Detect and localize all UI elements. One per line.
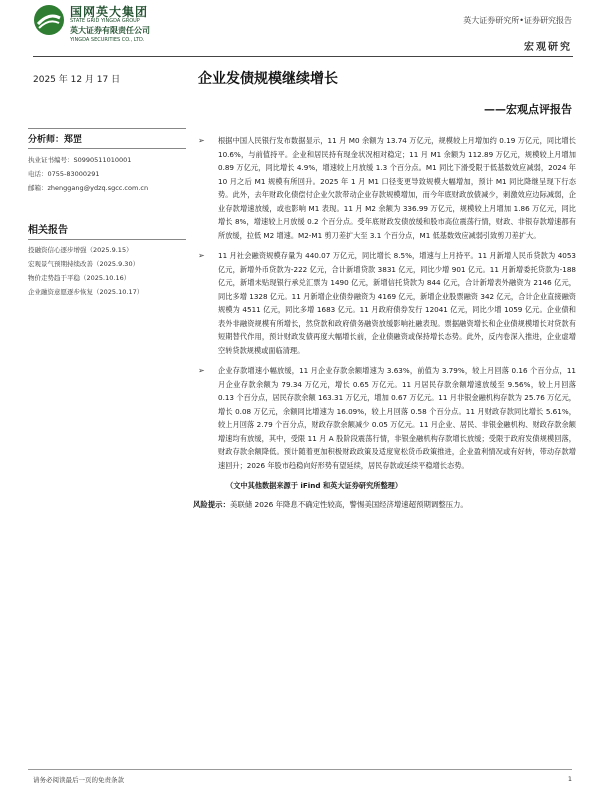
company-name-cn: 国网英大集团 — [70, 5, 149, 19]
analyst-name: 分析师：郑罡 — [28, 135, 83, 145]
page-subtitle: ——宏观点评报告 — [484, 103, 572, 116]
body-paragraph — [198, 364, 576, 472]
related-reports-title: 相关报告 — [28, 225, 68, 236]
paragraph-text: 企业存款增速小幅放缓，11 月企业存款余额增速为 3.63%，前值为 3.79%，较上月回落 0.16 个百分点，11 月企业存款余额为 79.34 万亿元，增长 0.65 万亿元。11 月居民存款余额增速放缓至 9.56%，较上月回落 0.13 个百分点，居民存款余额 163.31 万亿元，增加 0.67 万亿元。11 月非银金融机构存款为 25.76 万亿元，增长 0.08 万亿元，余额同比增速为 16.09%，较上月回落 0.58 个百分点。11 月财政存款同比增长 5.61%，较上月回落 2.79 个百分点，财政存款余额减少 0.05 万亿元。11 月企业、居民、非银金融机构、财政存款余额增速均有放缓，其中，受限 11 月 A 股阶段震荡行情，非银金融机构存款增长放缓；受限于政府发债规模回落，财政存款余额降低。预计随着更加积极财政政策及适度宽松货币政策推进，企业盈利情况或有好转，带动存款增速回升；2026 年股市趋稳向好形势有望延续，居民存款或延续平稳增长态势。 — [218, 366, 576, 470]
analyst-phone: 电话：0755-83000291 — [28, 170, 100, 178]
arrow-bullet-icon: ➢ — [198, 251, 205, 260]
report-date: 2025 年 12 月 17 日 — [33, 75, 121, 85]
data-source-note: （文中其他数据来源于 iFind 和英大证券研究所整理） — [226, 481, 403, 490]
divider — [28, 239, 186, 240]
divider — [28, 148, 186, 149]
divider — [28, 128, 186, 129]
risk-warning — [193, 498, 576, 511]
body-paragraph — [198, 134, 576, 242]
related-report-link[interactable]: 宏观景气预期持续改善（2025.9.30） — [28, 260, 140, 268]
company-name-en: STATE GRID YINGDA GROUP — [70, 18, 140, 24]
report-source: 英大证券研究所•证券研究报告 — [463, 16, 572, 25]
securities-name-en: YINGDA SECURITIES CO., LTD. — [70, 37, 145, 43]
header-divider — [33, 56, 573, 57]
company-logo-icon — [33, 4, 65, 36]
body-paragraph — [198, 249, 576, 357]
analyst-cert: 执业证书编号：S0990511010001 — [28, 156, 132, 164]
risk-label: 风险提示： — [193, 500, 230, 509]
paragraph-text: 根据中国人民银行发布数据显示，11 月 M0 余额为 13.74 万亿元，规模较上月增加约 0.19 万亿元，同比增长 10.6%，与前值持平。企业和居民持有现金状况相对稳定；11 月 M1 余额为 112.89 万亿元，规模较上月增加 0.89 万亿元，同比增长 4.9%，增速较上月放缓 1.3 个百分点。M1 同比下滑受限于低基数效应减弱，2024 年 10 月之后 M1 规模有所回升。2025 年 1 月 M1 口径变更导致规模大幅增加，预计 M1 同比降继呈现下行态势。此外，去年财政化债偿付企业欠款带动企业存款规模增加，而今年底财政放债减少，刺激效应边际减弱，企业存款增速放缓，或也影响 M1 表现。11 月 M2 余额为 336.99 万亿元，规模较上月增加 1.86 万亿元，同比增长 8%，增速较上月放缓 0.2 个百分点。受年底财政发债放缓和股市高位震荡行情，财政、非银存款增速都有所放缓，拉低 M2 增速。M2-M1 剪刀差扩大至 3.1 个百分点，M1 低基数效应减弱引致剪刀差扩大。 — [218, 136, 576, 240]
related-report-link[interactable]: 企业融资意愿逐步恢复（2025.10.17） — [28, 288, 144, 296]
arrow-bullet-icon: ➢ — [198, 136, 205, 145]
securities-name-cn: 英大证券有限责任公司 — [70, 26, 150, 35]
report-section: 宏观研究 — [524, 42, 572, 53]
page-header — [0, 0, 600, 68]
related-report-link[interactable]: 投融资信心逐步增强（2025.9.15） — [28, 246, 133, 254]
page-number: 1 — [567, 775, 572, 783]
footer-disclaimer: 请务必阅读最后一页的免责条款 — [33, 776, 124, 784]
arrow-bullet-icon: ➢ — [198, 366, 205, 375]
related-report-link[interactable]: 物价走势趋于平稳（2025.10.16） — [28, 274, 131, 282]
page-title: 企业发债规模继续增长 — [198, 71, 338, 87]
footer-divider — [28, 769, 572, 770]
sidebar — [28, 128, 186, 299]
report-body — [193, 134, 576, 511]
risk-text: 美联储 2026 年降息不确定性较高，警惕美国经济增速超预期调整压力。 — [229, 500, 468, 509]
analyst-email: 邮箱：zhenggang@ydzq.sgcc.com.cn — [28, 184, 149, 192]
paragraph-text: 11 月社会融资规模存量为 440.07 万亿元，同比增长 8.5%，增速与上月持平。11 月新增人民币贷款为 4053 亿元，新增外币贷款为-222 亿元，合计新增贷款 3831 亿元，同比少增 901 亿元。11 月新增委托贷款为-188 亿元，新增未贴现银行承兑汇票为 1490 亿元，新增信托贷款为 844 亿元，合计新增表外融资为 2146 亿元，同比多增 1328 亿元。11 月新增企业债券融资为 4169 亿元，新增企业股票融资 342 亿元，合计企业直接融资规模为 4511 亿元，同比多增 1683 亿元。11 月政府债券发行 12041 亿元，同比少增 1059 亿元。企业债和表外非融资规模有所增长，然贷款和政府债务融资放缓影响社融表现。票据融资增长和企业债规模增长对贷款有短期替代作用，预计财政发债再度大幅增长前，企业债融资或保持增长态势。此外，反内卷深入推进，企业虚增空转贷款规模或面临清理。 — [218, 251, 576, 355]
